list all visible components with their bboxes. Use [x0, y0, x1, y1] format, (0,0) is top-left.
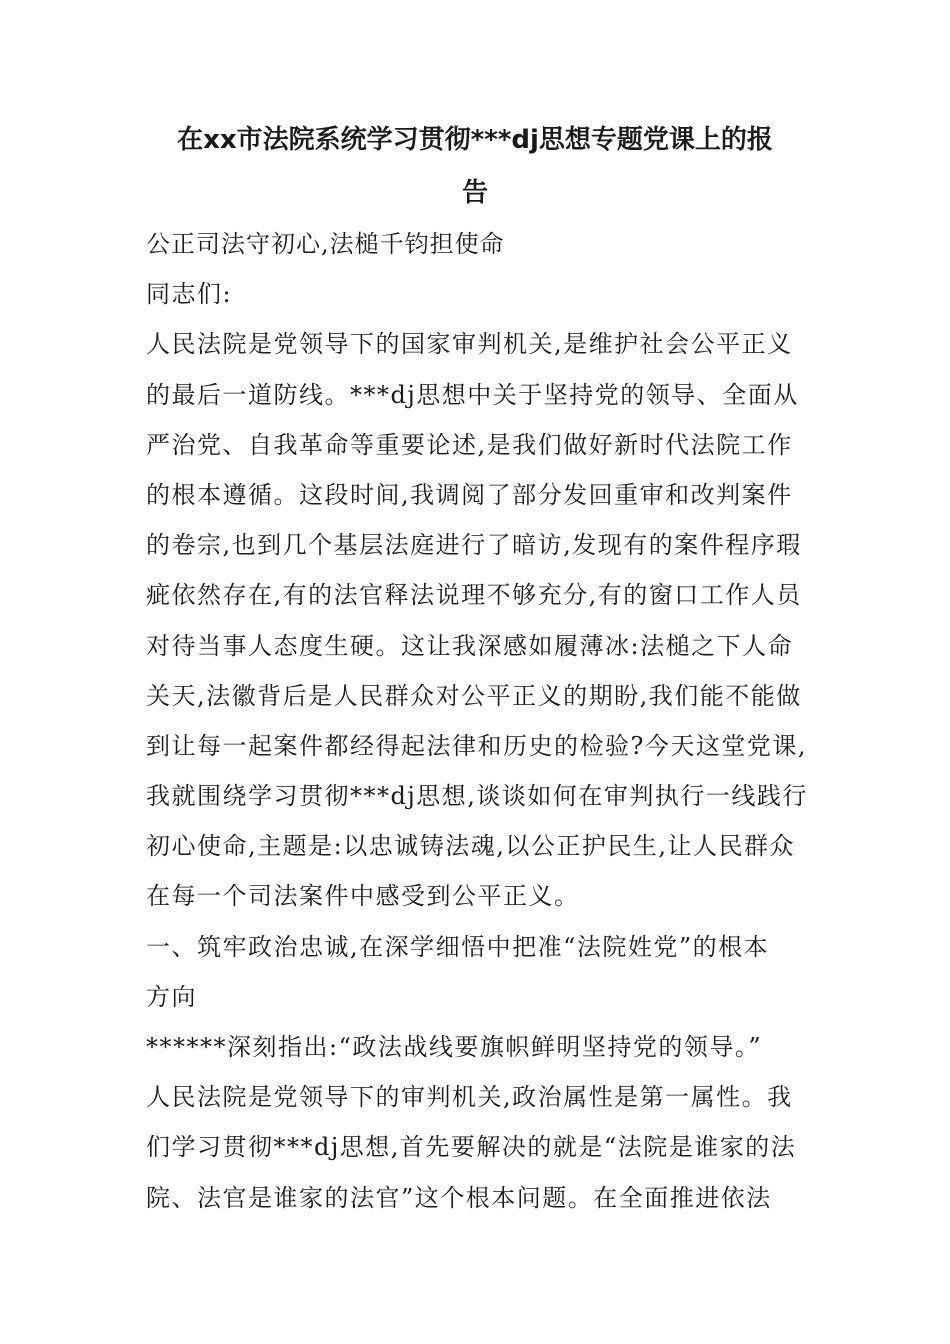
- body-line: ******深刻指出:“政法战线要旗帜鲜明坚持党的领导。”: [146, 1033, 763, 1061]
- body-line: 的最后一道防线。***dj思想中关于坚持党的领导、全面从: [146, 380, 799, 409]
- body-line: 到让每一起案件都经得起法律和历史的检验?今天这堂党课,: [146, 731, 807, 760]
- body-line: 在每一个司法案件中感受到公平正义。: [146, 882, 580, 911]
- body-line: 人民法院是党领导下的审判机关,政治属性是第一属性。我: [146, 1083, 793, 1112]
- body-line: 对待当事人态度生硬。这让我深感如履薄冰:法槌之下人命: [146, 631, 794, 660]
- body-line: 的根本遵循。这段时间,我调阅了部分发回重审和改判案件: [146, 480, 793, 509]
- body-line: 们学习贯彻***dj思想,首先要解决的就是“法院是谁家的法: [146, 1133, 797, 1162]
- body-line: 我就围绕学习贯彻***dj思想,谈谈如何在审判执行一线践行: [146, 782, 808, 811]
- document-title: [130, 114, 820, 220]
- body-line: 疵依然存在,有的法官释法说理不够充分,有的窗口工作人员: [146, 581, 802, 610]
- title-line-1: 在xx市法院系统学习贯彻***dj思想专题党课上的报: [177, 125, 773, 155]
- body-line: 的卷宗,也到几个基层法庭进行了暗访,发现有的案件程序瑕: [146, 531, 802, 560]
- body-line: 院、法官是谁家的法官”这个根本问题。在全面推进依法: [146, 1183, 772, 1212]
- document-subtitle: 公正司法守初心,法槌千钧担使命: [146, 230, 505, 258]
- title-line-2: 告: [461, 178, 488, 208]
- body-line: 关天,法徽背后是人民群众对公平正义的期盼,我们能不能做: [146, 681, 802, 710]
- document-body: [146, 219, 816, 1223]
- body-line: 人民法院是党领导下的国家审判机关,是维护社会公平正义: [146, 330, 793, 359]
- section-heading: 一、筑牢政治忠诚,在深学细悟中把准“法院姓党”的根本: [146, 932, 770, 961]
- section-heading-continued: 方向: [146, 982, 197, 1011]
- body-line: 严治党、自我革命等重要论述,是我们做好新时代法院工作: [146, 430, 793, 459]
- salutation: 同志们:: [146, 280, 233, 309]
- body-line: 初心使命,主题是:以忠诚铸法魂,以公正护民生,让人民群众: [146, 832, 795, 861]
